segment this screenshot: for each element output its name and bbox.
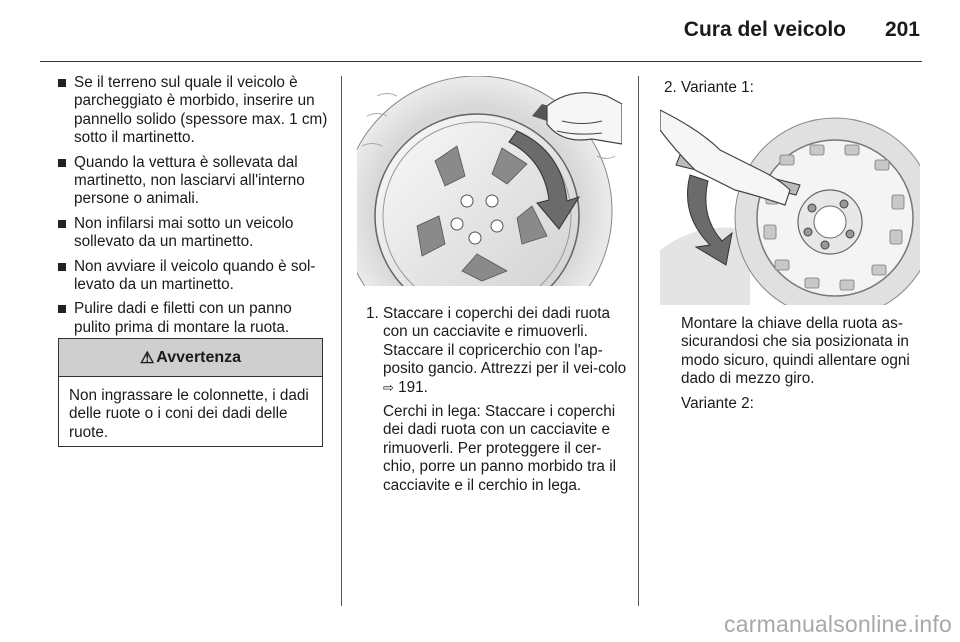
warning-text: Non ingrassare le colonnette, i dadi delle ruote o i coni dei dadi delle ruote. bbox=[69, 387, 309, 441]
square-bullet-icon bbox=[58, 79, 66, 87]
square-bullet-icon bbox=[58, 263, 66, 271]
warning-title: Avvertenza bbox=[156, 348, 242, 366]
wheel-wrench-illustration bbox=[660, 100, 920, 305]
warning-box bbox=[58, 338, 323, 447]
square-bullet-icon bbox=[58, 159, 66, 167]
list-item: Non avviare il veicolo quando è sol-levato da un martinetto. bbox=[58, 258, 328, 295]
section-title: Cura del veicolo bbox=[683, 18, 846, 41]
column-divider bbox=[341, 76, 342, 606]
variant-instructions bbox=[681, 315, 926, 419]
variant-1-label: 2. Variante 1: bbox=[664, 79, 754, 96]
page-number: 201 bbox=[884, 18, 920, 41]
list-item: Pulire dadi e filetti con un panno pulito prima di montare la ruota. bbox=[58, 300, 328, 337]
variant-1-text: Montare la chiave della ruota as-sicurandosi che sia posizionata in modo sicuro, quindi allentare ogni dado di mezzo giro. bbox=[681, 315, 910, 388]
step-1 bbox=[366, 305, 628, 501]
list-item: Quando la vettura è sollevata dal martinetto, non lasciarvi all'interno persone o animali. bbox=[58, 154, 328, 209]
wheel-cover-removal-illustration bbox=[357, 76, 622, 286]
safety-bullet-list bbox=[58, 74, 328, 337]
page-reference[interactable]: 191. bbox=[398, 378, 428, 396]
variant-2-label: Variante 2: bbox=[681, 394, 754, 412]
watermark: carmanualsonline.info bbox=[724, 611, 952, 637]
square-bullet-icon bbox=[58, 305, 66, 313]
page-reference-arrow-icon: ⇨ bbox=[383, 379, 394, 395]
square-bullet-icon bbox=[58, 220, 66, 228]
warning-header bbox=[59, 339, 322, 377]
alloy-wheel-instructions: Cerchi in lega: Staccare i coperchi dei dadi ruota con un cacciavite e rimuoverli. Per proteggere il cer-chio, porre un panno morbido tra il cacciavite e il cerchio in lega. bbox=[383, 403, 616, 494]
step-1-instructions: Staccare i coperchi dei dadi ruota con un cacciavite e rimuoverli. Staccare il copricerchio con l'ap-posito gancio. Attrezzi per il vei-colo ⇨ 191. bbox=[383, 305, 627, 396]
column-divider bbox=[638, 76, 639, 606]
list-item: Se il terreno sul quale il veicolo è parcheggiato è morbido, inserire un pannello solido (spessore max. 1 cm) sotto il martinetto. bbox=[58, 74, 328, 148]
warning-triangle-icon: ⚠ bbox=[139, 349, 155, 367]
column-1 bbox=[58, 74, 328, 343]
step-number: 1. bbox=[366, 305, 379, 322]
page-header bbox=[40, 0, 922, 62]
list-item: Non infilarsi mai sotto un veicolo sollevato da un martinetto. bbox=[58, 215, 328, 252]
